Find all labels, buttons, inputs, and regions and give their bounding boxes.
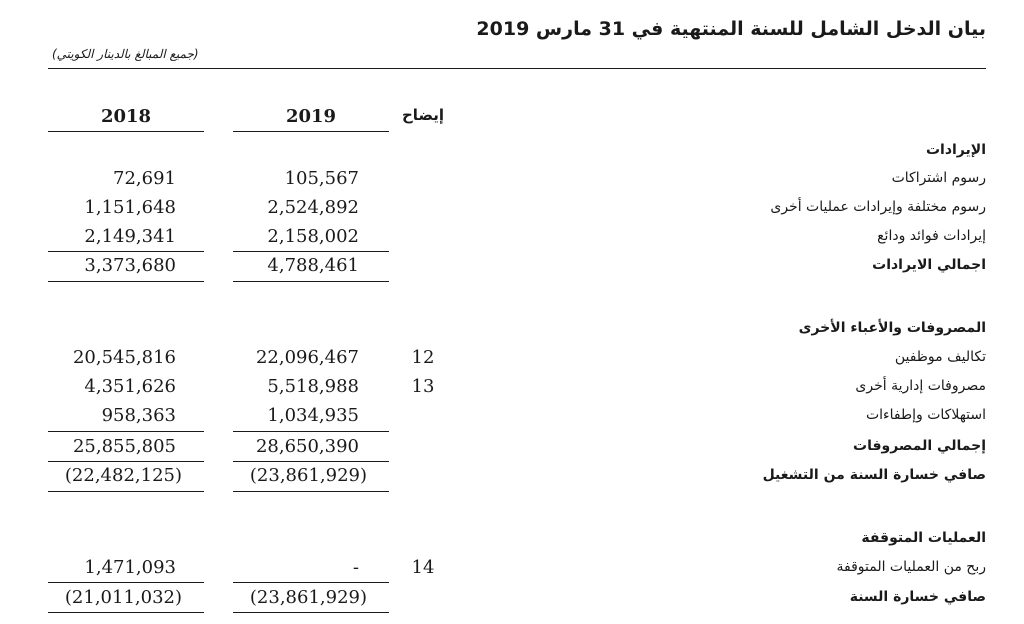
total-revenue-row <box>0 253 1024 281</box>
misc-fees-2018: 1,151,648 <box>84 197 176 218</box>
subscription-fees-label: رسوم اشتراكات <box>891 170 986 186</box>
expenses-subtotal-rule-2018 <box>48 431 204 432</box>
operating-loss-rule-2018 <box>48 491 204 492</box>
misc-fees-row <box>0 195 1024 223</box>
net-loss-rule-2019 <box>233 612 389 613</box>
total-revenue-2018: 3,373,680 <box>84 255 176 276</box>
total-rule-2019 <box>233 281 389 282</box>
revenue-heading-row <box>0 138 1024 166</box>
expenses-heading-row <box>0 316 1024 344</box>
operating-loss-label: صافي خسارة السنة من التشغيل <box>762 467 986 483</box>
expenses-heading: المصروفات والأعباء الأخرى <box>798 320 986 336</box>
interest-income-2018: 2,149,341 <box>84 226 176 247</box>
admin-expenses-2019: 5,518,988 <box>267 376 359 397</box>
revenue-heading: الإيرادات <box>925 142 986 158</box>
total-revenue-2019: 4,788,461 <box>267 255 359 276</box>
subtotal-rule-2019 <box>233 251 389 252</box>
misc-fees-2019: 2,524,892 <box>267 197 359 218</box>
header-divider <box>48 68 986 69</box>
depreciation-2019: 1,034,935 <box>267 405 359 426</box>
subscription-fees-2018: 72,691 <box>113 168 176 189</box>
operating-loss-row <box>0 463 1024 491</box>
statement-title: بيان الدخل الشامل للسنة المنتهية في 31 مارس 2019 <box>476 18 986 40</box>
net-loss-row <box>0 585 1024 613</box>
admin-expenses-label: مصروفات إدارية أخرى <box>855 378 986 394</box>
interest-income-2019: 2,158,002 <box>267 226 359 247</box>
admin-expenses-2018: 4,351,626 <box>84 376 176 397</box>
subscription-fees-2019: 105,567 <box>284 168 359 189</box>
discontinued-profit-row <box>0 555 1024 583</box>
staff-costs-2018: 20,545,816 <box>72 347 176 368</box>
staff-costs-note: 12 <box>411 347 435 368</box>
net-loss-rule-2018 <box>48 612 204 613</box>
expenses-total-rule-2019 <box>233 461 389 462</box>
discontinued-profit-note: 14 <box>411 557 435 578</box>
expenses-subtotal-rule-2019 <box>233 431 389 432</box>
column-header-note: إيضاح <box>402 106 444 124</box>
currency-note: (جميع المبالغ بالدينار الكويتي) <box>52 47 199 61</box>
depreciation-row <box>0 403 1024 431</box>
admin-expenses-note: 13 <box>411 376 435 397</box>
discontinued-heading-row <box>0 526 1024 554</box>
operating-loss-rule-2019 <box>233 491 389 492</box>
staff-costs-row <box>0 345 1024 373</box>
operating-loss-2018: (22,482,125) <box>64 465 182 486</box>
discontinued-profit-2019: - <box>352 557 359 578</box>
net-loss-2018: (21,011,032) <box>64 587 182 608</box>
discontinued-profit-label: ربح من العمليات المتوقفة <box>836 559 986 575</box>
net-loss-2019: (23,861,929) <box>249 587 367 608</box>
interest-income-label: إيرادات فوائد ودائع <box>877 228 986 244</box>
admin-expenses-row <box>0 374 1024 402</box>
total-revenue-label: اجمالي الايرادات <box>872 257 986 273</box>
column-header-2019: 2019 <box>233 106 389 132</box>
discontinued-profit-2018: 1,471,093 <box>84 557 176 578</box>
subscription-fees-row <box>0 166 1024 194</box>
discontinued-rule-2019 <box>233 582 389 583</box>
misc-fees-label: رسوم مختلفة وإيرادات عمليات أخرى <box>770 199 986 215</box>
depreciation-2018: 958,363 <box>101 405 176 426</box>
expenses-total-rule-2018 <box>48 461 204 462</box>
staff-costs-2019: 22,096,467 <box>255 347 359 368</box>
total-expenses-row <box>0 434 1024 462</box>
discontinued-rule-2018 <box>48 582 204 583</box>
discontinued-heading: العمليات المتوقفة <box>861 530 986 546</box>
subtotal-rule-2018 <box>48 251 204 252</box>
staff-costs-label: تكاليف موظفين <box>894 349 986 365</box>
column-header-2018: 2018 <box>48 106 204 132</box>
depreciation-label: استهلاكات وإطفاءات <box>865 407 986 423</box>
total-expenses-2019: 28,650,390 <box>255 436 359 457</box>
interest-income-row <box>0 224 1024 252</box>
total-expenses-2018: 25,855,805 <box>72 436 176 457</box>
total-rule-2018 <box>48 281 204 282</box>
operating-loss-2019: (23,861,929) <box>249 465 367 486</box>
net-loss-label: صافي خسارة السنة <box>849 589 986 605</box>
total-expenses-label: إجمالي المصروفات <box>853 438 986 454</box>
